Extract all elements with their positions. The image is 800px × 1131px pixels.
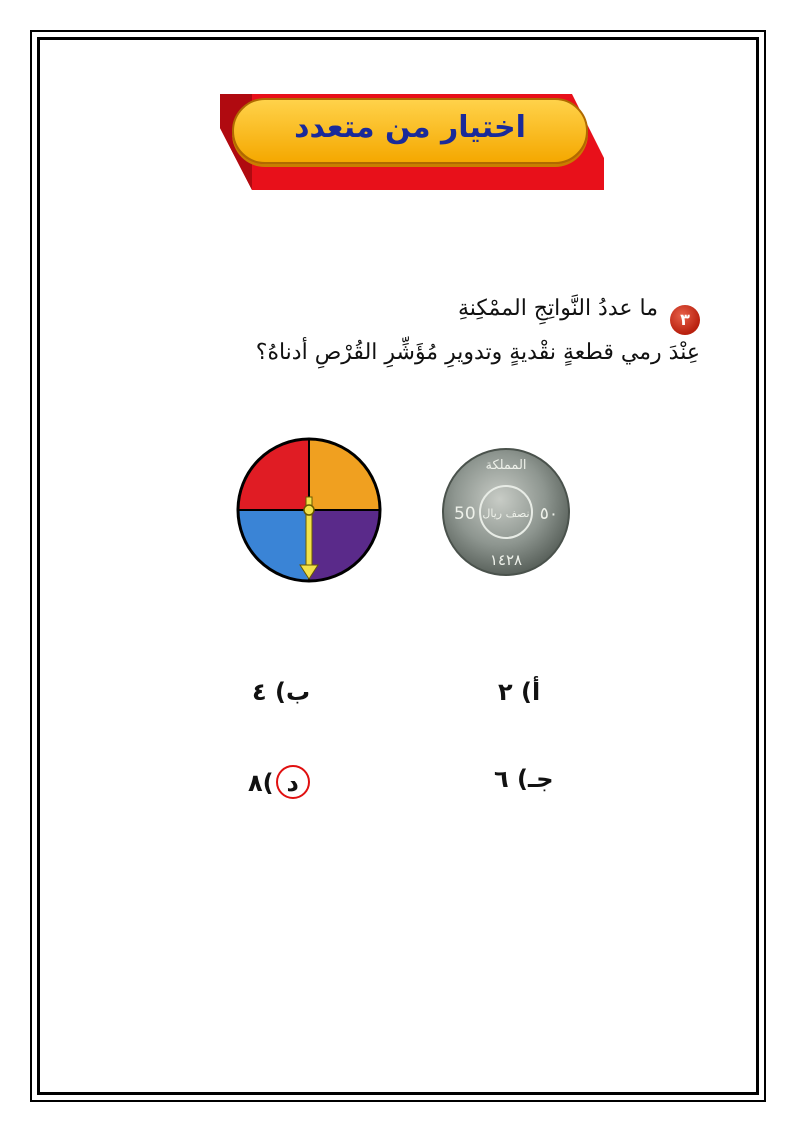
option-c-letter: جـ: [527, 765, 554, 793]
coin-top-text: المملكة: [485, 458, 527, 473]
option-a-value: ٢: [498, 678, 513, 706]
page-title: اختيار من متعدد: [294, 110, 526, 145]
option-b-value: ٤: [252, 678, 267, 706]
coin-left-value: 50: [454, 504, 476, 524]
option-b-letter: ب: [285, 678, 311, 706]
coin-year: ١٤٢٨: [489, 551, 523, 569]
title-banner: [212, 84, 608, 194]
page-border-inner: [37, 37, 759, 1095]
question-text-line2: عِنْدَ رمي قطعةٍ نقْديةٍ وتدويرِ مُؤَشِّرِ القُرْصِ أدناهُ؟: [255, 340, 700, 365]
option-d-letter-circled: د: [276, 765, 310, 799]
option-a[interactable]: [498, 678, 540, 706]
option-b[interactable]: [252, 678, 310, 706]
coin-right-value: ٥٠: [539, 504, 558, 524]
question-text-line1: ما عددُ النَّواتِجِ الممْكِنةِ: [457, 296, 658, 321]
option-d-value: ٨: [248, 769, 263, 797]
option-c-value: ٦: [494, 765, 509, 793]
option-c-paren: ): [508, 765, 528, 793]
option-a-paren: ): [512, 678, 532, 706]
banner-pill: [232, 98, 588, 164]
spinner-figure: [236, 437, 382, 583]
option-d-paren: ): [262, 769, 274, 797]
option-c[interactable]: [494, 765, 553, 793]
coin-figure: [441, 447, 571, 577]
option-b-paren: ): [266, 678, 286, 706]
option-a-letter: أ: [531, 678, 541, 706]
question-number-badge: ٣: [670, 305, 700, 335]
coin-center-text: نصف ريال: [482, 507, 530, 520]
option-d[interactable]: [248, 765, 312, 799]
